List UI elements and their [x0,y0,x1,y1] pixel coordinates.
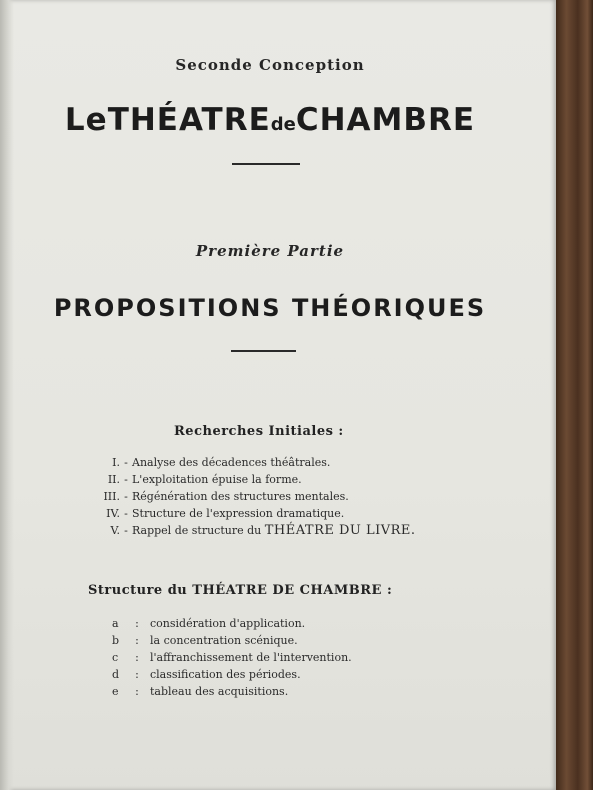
list-item: c : l'affranchissement de l'intervention. [112,651,352,664]
item-letter: a [112,617,119,630]
list-item: V. - Rappel de structure du THÉATRE DU LIVRE. [70,522,416,539]
list-item: IV. - Structure de l'expression dramatique. [70,505,416,522]
item-text: l'affranchissement de l'intervention. [150,651,352,664]
item-text: Analyse des décadences théâtrales. [132,456,331,469]
recherches-list [70,454,416,539]
item-letter: e [112,685,119,698]
section-title: PROPOSITIONS THÉORIQUES [53,294,487,322]
item-letter: c [112,651,119,664]
item-number: III. [103,490,120,503]
item-number: IV. [106,507,120,520]
item-text: Régénération des structures mentales. [132,490,349,503]
item-text: Rappel de structure du THÉATRE DU LIVRE. [132,523,416,538]
list-item: II. - L'exploitation épuise la forme. [70,471,416,488]
title-theatre: THÉATRE [107,102,271,138]
main-title [0,102,540,138]
list-item: a : considération d'application. [112,617,306,630]
list-item: I. - Analyse des décadences théâtrales. [70,454,416,471]
list-item: e : tableau des acquisitions. [112,685,289,698]
item-text: Structure de l'expression dramatique. [132,507,345,520]
divider-rule [231,350,296,352]
item-text: tableau des acquisitions. [150,685,289,698]
wooden-surface [555,0,593,790]
list-item: III. - Régénération des structures mentales. [70,488,416,505]
item-caps: THÉATRE DU LIVRE. [264,523,416,538]
title-le: Le [64,102,108,138]
item-number: V. [110,524,120,537]
part-label: Première Partie [195,242,345,260]
conception-subtitle: Seconde Conception [175,56,365,74]
structure-heading: Structure du THÉATRE DE CHAMBRE : [88,583,393,598]
item-number: I. [112,456,120,469]
item-text: L'exploitation épuise la forme. [132,473,302,486]
item-text: considération d'application. [150,617,306,630]
divider-rule [232,163,300,165]
list-item: b : la concentration scénique. [112,634,298,647]
item-letter: b [112,634,120,647]
item-text: la concentration scénique. [150,634,298,647]
item-letter: d [112,668,120,681]
structure-list [112,615,352,700]
recherches-heading: Recherches Initiales : [174,424,344,439]
item-number: II. [107,473,120,486]
item-text: classification des périodes. [150,668,301,681]
title-chambre: CHAMBRE [295,102,476,138]
title-de: de [270,114,296,135]
list-item: d : classification des périodes. [112,668,301,681]
